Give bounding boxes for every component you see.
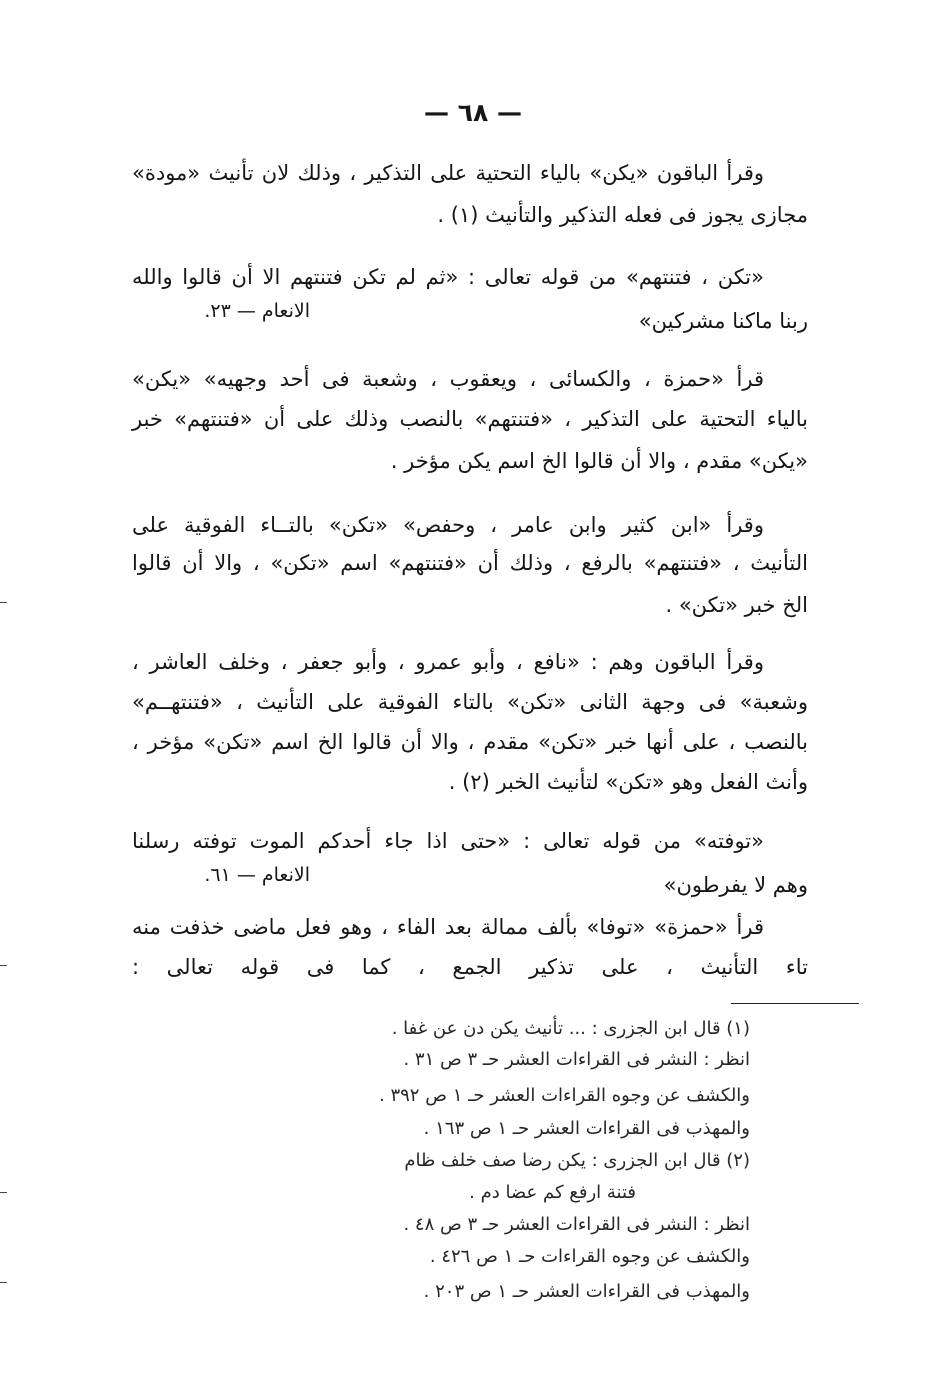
surah-reference: الانعام — ٢٣. xyxy=(204,300,310,322)
footnote-line: والكشف عن وجوه القراءات العشر حـ ١ ص ٣٩٢ . xyxy=(379,1085,750,1106)
footnote-line: انظر : النشر فى القراءات العشر حـ ٣ ص ٤٨ . xyxy=(403,1214,750,1235)
body-line: وقرأ الباقون «يكن» بالياء التحتية على التذكير ، وذلك لان تأنيث «مودة» xyxy=(132,161,764,185)
body-line: «توفته» من قوله تعالى : «حتى اذا جاء أحدكم الموت توفته رسلنا xyxy=(132,829,764,853)
body-line: التأنيث ، «فتنتهم» بالرفع ، وذلك أن «فتنتهم» اسم «تكن» ، والا أن قالوا xyxy=(132,551,808,575)
scan-edge-mark xyxy=(0,965,7,966)
body-line: وقرأ «ابن كثير وابن عامر ، وحفص» «تكن» بالتــاء الفوقية على xyxy=(132,513,764,537)
footnote-line: والمهذب فى القراءات العشر حـ ١ ص ١٦٣ . xyxy=(423,1118,750,1139)
footnote-line: انظر : النشر فى القراءات العشر حـ ٣ ص ٣١ . xyxy=(403,1049,750,1070)
footnote-line: والكشف عن وجوه القراءات حـ ١ ص ٤٢٦ . xyxy=(429,1246,750,1267)
body-line: ربنا ماكنا مشركين» xyxy=(638,309,808,333)
body-line: وقرأ الباقون وهم : «نافع ، وأبو عمرو ، وأبو جعفر ، وخلف العاشر ، xyxy=(132,650,764,674)
body-line: «تكن ، فتنتهم» من قوله تعالى : «ثم لم تكن فتنتهم الا أن قالوا والله xyxy=(132,265,764,289)
body-line: مجازى يجوز فى فعله التذكير والتأنيث (١) . xyxy=(437,203,808,227)
footnote-separator xyxy=(731,1003,859,1004)
scan-edge-mark xyxy=(0,1282,7,1283)
body-line: وأنث الفعل وهو «تكن» لتأنيث الخبر (٢) . xyxy=(448,770,808,794)
body-line: الخ خبر «تكن» . xyxy=(665,593,808,617)
footnote-line: فتنة ارفع كم عضا دم . xyxy=(469,1182,636,1203)
body-line: وشعبة» فى وجهة الثانى «تكن» بالتاء الفوقية على التأنيث ، «فتنتهــم» xyxy=(132,690,808,714)
body-line: وهم لا يفرطون» xyxy=(663,873,808,897)
body-line: قرأ «حمزة» «توفا» بألف ممالة بعد الفاء ، وهو فعل ماضى خذفت منه xyxy=(132,915,764,939)
body-line: «يكن» مقدم ، والا أن قالوا الخ اسم يكن مؤخر . xyxy=(390,449,808,473)
body-line: قرأ «حمزة ، والكسائى ، ويعقوب ، وشعبة فى أحد وجهيه» «يكن» xyxy=(132,367,764,391)
scan-edge-mark xyxy=(0,1192,7,1193)
footnote-line: (٢) قال ابن الجزرى : يكن رضا صف خلف ظام xyxy=(404,1150,750,1171)
body-line: تاء التأنيث ، على تذكير الجمع ، كما فى قوله تعالى : xyxy=(132,955,808,979)
body-line: بالنصب ، على أنها خبر «تكن» مقدم ، والا أن قالوا الخ اسم «تكن» مؤخر ، xyxy=(132,730,808,754)
surah-reference: الانعام — ٦١. xyxy=(204,864,310,886)
footnote-line: (١) قال ابن الجزرى : ... تأنيث يكن دن عن غفا . xyxy=(391,1018,750,1039)
body-line: بالياء التحتية على التذكير ، «فتنتهم» بالنصب وذلك على أن «فتنتهم» خبر xyxy=(132,407,808,431)
page-number: — ٦٨ — xyxy=(424,98,522,127)
footnote-line: والمهذب فى القراءات العشر حـ ١ ص ٢٠٣ . xyxy=(423,1281,750,1302)
scan-edge-mark xyxy=(0,602,7,603)
